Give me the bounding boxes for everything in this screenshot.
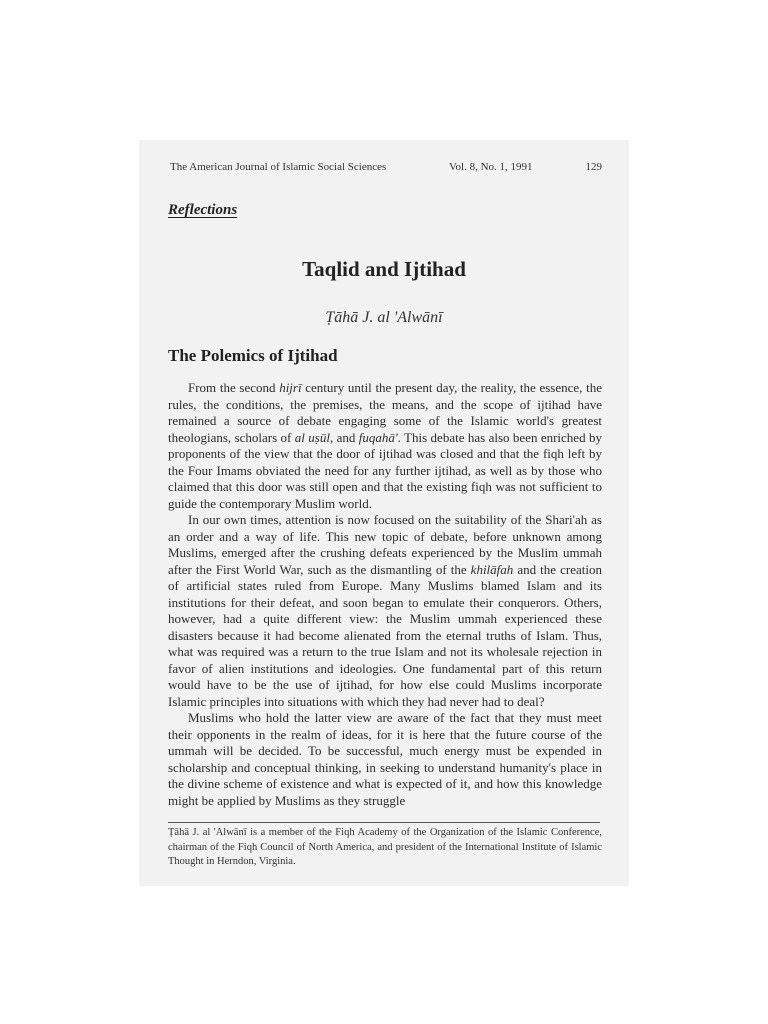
page-number: 129 [585, 161, 602, 173]
section-heading: The Polemics of Ijtihad [168, 346, 338, 365]
paragraph: From the second hijrī century until the present day, the reality, the essence, the rules, the conditions, the premises, the means, and the scope of ijtihad have remained a source of debate engaging some of the Islamic world's greatest theologians, scholars of al uṣūl, and fuqahā'. This debate has also been enriched by proponents of the view that the door of ijtihad was closed and that the fiqh left by the Four Imams obviated the need for any further ijtihad, as well as by those who claimed that this door was still open and that the existing fiqh was not sufficient to guide the contemporary Muslim world. [168, 380, 602, 511]
journal-page [139, 140, 629, 886]
article-title: Taqlid and Ijtihad [302, 257, 466, 281]
volume-info: Vol. 8, No. 1, 1991 [449, 161, 533, 173]
author-footnote: Ṭāhā J. al 'Alwānī is a member of the Fiqh Academy of the Organization of the Islamic Conference, chairman of the Fiqh Council of North America, and president of the International Institute of Islamic Thought in Herndon, Virginia. [168, 827, 602, 867]
body-text [168, 380, 602, 809]
footnote-divider [168, 822, 600, 823]
paragraph: In our own times, attention is now focused on the suitability of the Shari'ah as an order and a way of life. This new topic of debate, before unknown among Muslims, emerged after the crushing defeats experienced by the Muslim ummah after the First World War, such as the dismantling of the khilāfah and the creation of artificial states ruled from Europe. Many Muslims blamed Islam and its institutions for their defeat, and soon began to emulate their conquerors. Others, however, had a quite different view: the Muslim ummah experienced these disasters because it had become alienated from the eternal truths of Islam. Thus, what was required was a return to the true Islam and not its wholesale rejection in favor of alien institutions and ideologies. One fundamental part of this return would have to be the use of ijtihad, for how else could Muslims incorporate Islamic principles into situations with which they had never had to deal? [168, 512, 602, 709]
author-name: Ṭāhā J. al 'Alwānī [325, 309, 443, 326]
journal-name: The American Journal of Islamic Social Sciences [170, 161, 387, 173]
section-label: Reflections [168, 202, 238, 218]
paragraph: Muslims who hold the latter view are aware of the fact that they must meet their opponents in the realm of ideas, for it is here that the future course of the ummah will be decided. To be successful, much energy must be expended in scholarship and conceptual thinking, in seeking to understand humanity's place in the divine scheme of existence and what is expected of it, and how this knowledge might be applied by Muslims as they struggle [168, 710, 602, 808]
